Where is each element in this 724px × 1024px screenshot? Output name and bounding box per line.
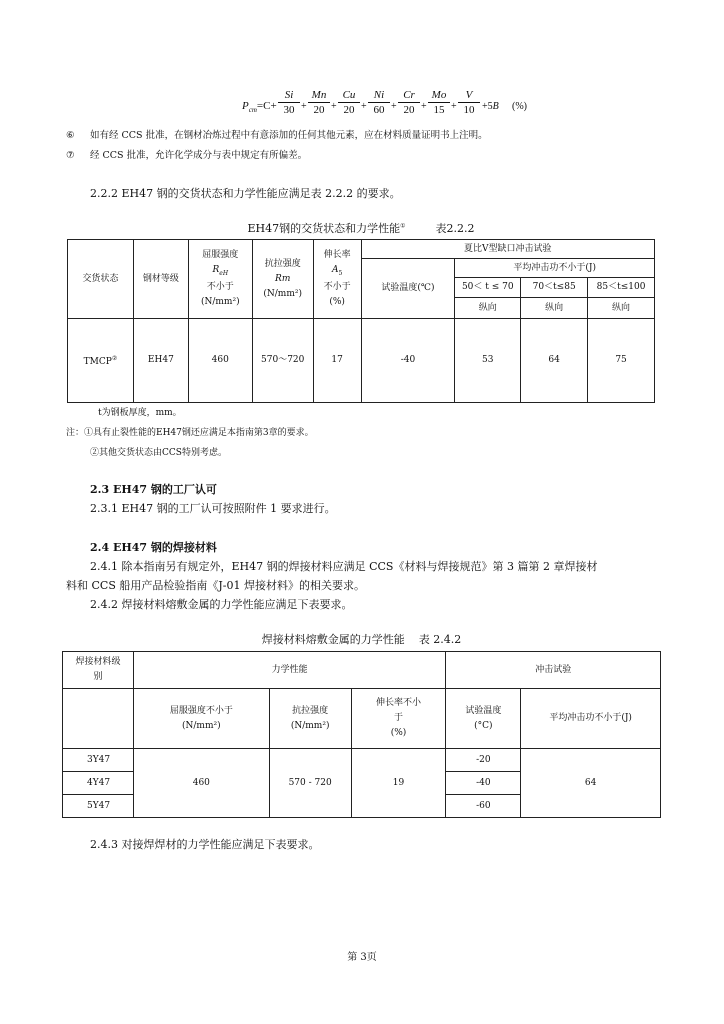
cell-energy-1: 53 [455, 319, 521, 403]
heading-2-4: 2.4 EH47 钢的焊接材料 [90, 541, 217, 554]
footnote-1: 注：①具有止裂性能的EH47钢还应满足本指南第3章的要求。 [66, 428, 314, 438]
table2-caption: 焊接材料熔敷金属的力学性能 表 2.4.2 [261, 633, 462, 646]
cell-weld-energy: 64 [521, 749, 661, 818]
table-2-4-2 [62, 651, 661, 818]
cell-temp: -40 [361, 319, 455, 403]
h-avg-energy: 平均冲击功不小于(J) [455, 259, 655, 278]
h-weld-grade: 焊接材料级 别 [63, 652, 134, 689]
h-elong: 伸长率 $A_5$ 不小于 (%) [313, 240, 361, 319]
cell-weld-grade: 4Y47 [63, 772, 134, 795]
page-number: 第 3页 [347, 952, 377, 963]
table-row [68, 319, 655, 403]
cell-tensile: 570～720 [252, 319, 313, 403]
h-mech: 力学性能 [133, 652, 445, 689]
cell-weld-temp: -40 [446, 772, 521, 795]
h-impact: 夏比V型缺口冲击试验 [361, 240, 654, 259]
note-6: ⑥ 如有经 CCS 批准，在钢材冶炼过程中有意添加的任何其他元素，应在材料质量证明书上注明。 [66, 130, 488, 141]
para-2-4-2: 2.4.2 焊接材料熔敷金属的力学性能应满足下表要求。 [90, 598, 353, 611]
h-weld-energy: 平均冲击功不小于(J) [521, 689, 661, 749]
formula-term: $\frac{Cu}{20}$ [338, 89, 360, 116]
formula-lhs: $P_{cm}=C+$ [242, 100, 277, 115]
h-weld-temp: 试验温度 (°C) [446, 689, 521, 749]
h-thickness-2: 70＜t≤85 纵向 [521, 278, 588, 319]
cell-delivery: TMCP② [68, 319, 134, 403]
cell-weld-grade: 5Y47 [63, 795, 134, 818]
formula-term: $\frac{V}{10}$ [458, 89, 480, 116]
h-weld-yield: 屈服强度不小于 (N/mm²) [133, 689, 269, 749]
h-tensile: 抗拉强度 Rm (N/mm²) [252, 240, 313, 319]
footnote-2: ②其他交货状态由CCS特别考虑。 [90, 448, 227, 458]
h-impact-test: 冲击试验 [446, 652, 661, 689]
h-weld-tensile: 抗拉强度 (N/mm²) [269, 689, 351, 749]
cell-weld-tensile: 570 - 720 [269, 749, 351, 818]
h-temp: 试验温度(℃) [361, 259, 455, 319]
cell-energy-3: 75 [588, 319, 655, 403]
carbon-equivalent-formula: $P_{cm}=C+$ $\frac{Si}{30}$ + $\frac{Mn}{20}$ + $\frac{Cu}{20}$ + $\frac{Ni}{60}$ + $\frac{Cr}{20}$ + $\frac{Mo}{15}$ + $\frac{V}{10}$ +5B (%) [242, 89, 527, 116]
h-thickness-1: 50＜ t ≤ 70 纵向 [455, 278, 521, 319]
h-thickness-3: 85＜t≤100 纵向 [588, 278, 655, 319]
formula-term: $\frac{Cr}{20}$ [398, 89, 420, 116]
cell-elong: 17 [313, 319, 361, 403]
para-2-3-1: 2.3.1 EH47 钢的工厂认可按照附件 1 要求进行。 [90, 502, 336, 515]
para-2-2-2: 2.2.2 EH47 钢的交货状态和力学性能应满足表 2.2.2 的要求。 [90, 187, 401, 200]
formula-term: $\frac{Mn}{20}$ [308, 89, 330, 116]
cell-weld-temp: -20 [446, 749, 521, 772]
formula-term: $\frac{Ni}{60}$ [368, 89, 390, 116]
h-weld-elong: 伸长率不小 于 (%) [351, 689, 446, 749]
table1-caption: EH47钢的交货状态和力学性能① 表2.2.2 [247, 222, 475, 235]
para-2-4-3: 2.4.3 对接焊焊材的力学性能应满足下表要求。 [90, 838, 320, 851]
formula-term: $\frac{Mo}{15}$ [428, 89, 450, 116]
h-grade: 钢材等级 [133, 240, 188, 319]
note-7: ⑦ 经 CCS 批准，允许化学成分与表中规定有所偏差。 [66, 150, 308, 161]
table-2-2-2 [67, 239, 655, 403]
cell-weld-elong: 19 [351, 749, 446, 818]
cell-weld-yield: 460 [133, 749, 269, 818]
thickness-note: t为钢板厚度，mm。 [98, 408, 182, 418]
cell-weld-temp: -60 [446, 795, 521, 818]
para-2-4-1: 2.4.1 除本指南另有规定外，EH47 钢的焊接材料应满足 CCS《材料与焊接规范》第 3 篇第 2 章焊接材 [90, 560, 598, 573]
h-delivery: 交货状态 [68, 240, 134, 319]
table-row [63, 749, 661, 772]
cell-yield: 460 [188, 319, 252, 403]
cell-weld-grade: 3Y47 [63, 749, 134, 772]
para-2-4-1-cont: 料和 CCS 船用产品检验指南《J-01 焊接材料》的相关要求。 [66, 579, 365, 592]
h-yield: 屈服强度 $R_{eH}$ 不小于 (N/mm²) [188, 240, 252, 319]
heading-2-3: 2.3 EH47 钢的工厂认可 [90, 483, 217, 496]
cell-energy-2: 64 [521, 319, 588, 403]
cell-grade: EH47 [133, 319, 188, 403]
formula-term: $\frac{Si}{30}$ [278, 89, 300, 116]
